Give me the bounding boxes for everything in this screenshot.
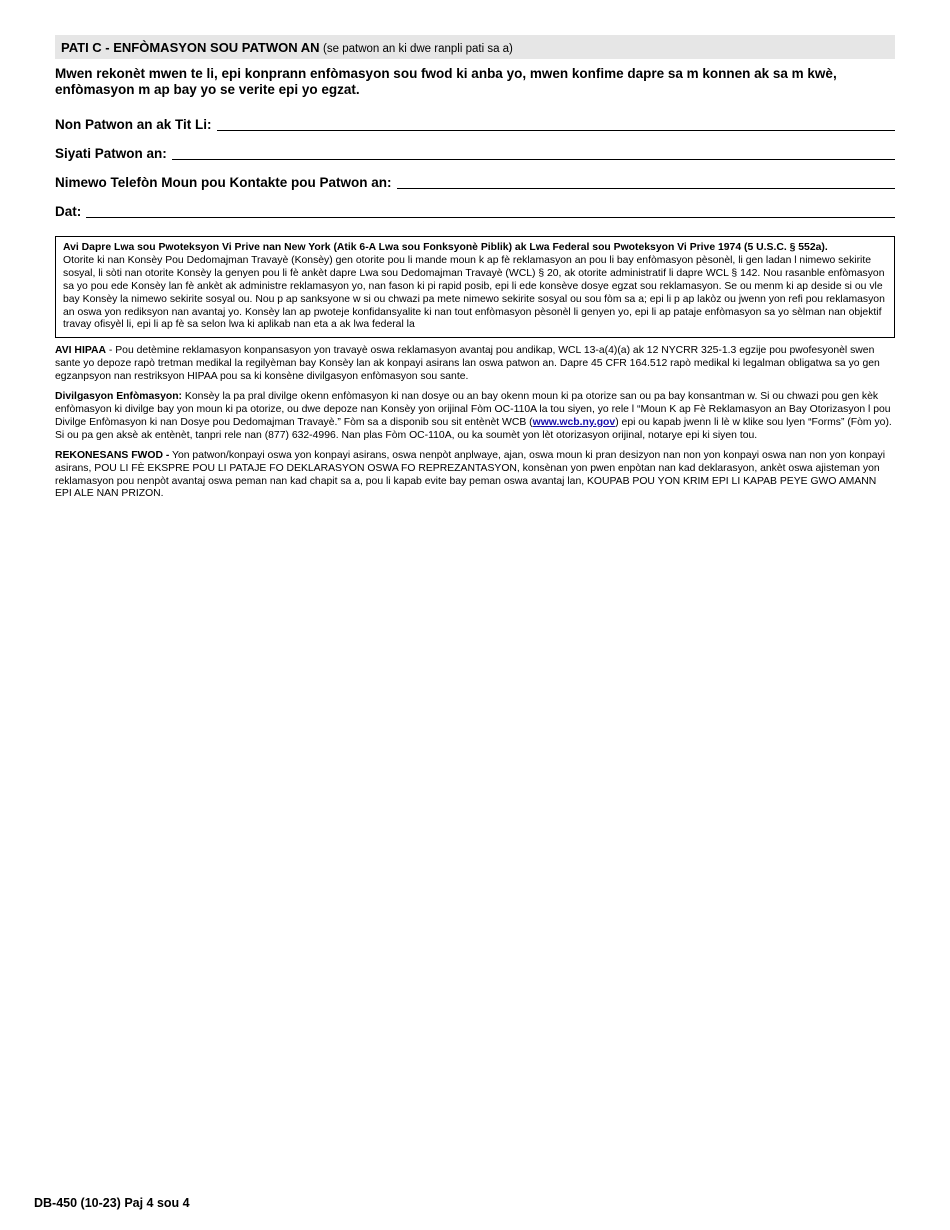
disclosure-notice-body-start: Konsèy la pa pral divilge okenn enfòmasyon ki nan dosye ou an bay okenn moun ki pa otorize san ou pa bay konsantman w. Si ou chwazi pou gen kèk enfòmasyon ki divilge bay yon moun ki pa otorize, ou dwe depoze nan Konsèy yon orijinal Fòm OC-110A la tou siyen, yo rele l “Moun K ap Fè Reklamasyon an Bay Otorizasyon l pou Divilge Enfòmasyon ki nan Dosye pou Dedomajman Travayè.” Fòm sa a disponib sou sit entènèt WCB ( [55,391,891,428]
hipaa-notice [55,345,895,384]
fraud-acknowledgment [55,450,895,502]
hipaa-notice-body: - Pou detèmine reklamasyon konpansasyon yon travayè oswa reklamasyon avantaj pou andikap, WCL 13-a(4)(a) ak 12 NYCRR 325-1.3 egzije pou pwofesyonèl swen sante yo depoze rapò tretman medikal la regilyèman bay Konsèy lan ak konpayi asirans lan oswa patwon an. Dapre 45 CFR 164.512 rapò medikal ki legalman obligatwa sa yo gen egzanpsyon nan restriksyon HIPAA pou sa ki konsène divilgasyon enfòmasyon sou sante. [55,345,880,383]
date-input[interactable] [86,204,895,218]
section-note: (se patwon an ki dwe ranpli pati sa a) [323,43,513,55]
disclosure-notice [55,391,895,443]
employer-signature-label: Siyati Patwon an: [55,146,167,161]
fraud-acknowledgment-body: Yon patwon/konpayi oswa yon konpayi asirans, oswa nenpòt anplwaye, ajan, oswa moun ki pran desizyon nan non yon konpayi oswa nan non yon konpayi asirans, POU LI FÈ EKSPRE POU LI PATAJE FO DEKLARASYON OSWA FO REPREZANTASYON, konsènan yon pwen enpòtan nan kad deklarasyon, ankèt oswa ajisteman yon reklamasyon pou nenpòt avantaj oswa peman nan kad chapit sa a, pou li kapab evite bay peman oswa avantaj lan, KOUPAB POU YON KRIM EPI LI KAPAB PEYE GWO AMANN EPI ALE NAN PRIZON. [55,449,886,500]
form-footer: DB-450 (10-23) Paj 4 sou 4 [34,1196,190,1210]
privacy-notice-body: Otorite ki nan Konsèy Pou Dedomajman Travayè (Konsèy) gen otorite pou li mande moun k ap fè reklamasyon an pou li bay enfòmasyon pèsonèl, li gen ladan l nimewo sekirite sosyal, li sòti nan otorite Konsèy la genyen pou li fè ankèt dapre Lwa sou Dedomajman Travayè (WCL) § 20, ak otorite administratif li dapre WCL § 142. Nou rasanble enfòmasyon sa yo pou ede Konsèy lan fè ankèt ak administre reklamasyon yo, nan fason ki pi rapid posib, epi li ede konsève dosye egzat sou reklamasyon. Se ou menm ki ap deside si ou vle bay Konsèy la nimewo sekirite sosyal ou. Nou p ap sanksyone w si ou chwazi pa mete nimewo sekirite sosyal ou sou fòm sa a; epi li p ap lakòz ou jwenn yon refi pou reklamasyon an oswa yon rediksyon nan avantaj yo. Konsèy lan ap pwoteje konfidansyalite ki nan tout enfòmasyon pèsonèl li genyen yo, epi li ap pataje enfòmasyon sa yo sèlman nan objektif travay ofisyèl li, epi li ap fè sa selon lwa ki aplikab nan eta a ak lwa federal la [63,254,885,331]
form-page [55,35,895,501]
hipaa-notice-title: AVI HIPAA [55,345,106,357]
section-header [55,35,895,59]
confirmation-statement: Mwen rekonèt mwen te li, epi konprann enfòmasyon sou fwod ki anba yo, mwen konfime dapre sa m konnen ak sa m kwè, enfòmasyon m ap bay yo se verite epi yo egzat. [55,66,837,97]
employer-signature-field [55,146,895,162]
wcb-website-link[interactable]: www.wcb.ny.gov [532,416,616,428]
disclosure-notice-title: Divilgasyon Enfòmasyon: [55,391,183,403]
employer-name-title-field [55,117,895,133]
employer-name-title-label: Non Patwon an ak Tit Li: [55,117,212,132]
privacy-notice-box [55,236,895,338]
fraud-acknowledgment-title: REKONESANS FWOD - [55,449,170,461]
section-title: PATI C - ENFÒMASYON SOU PATWON AN [61,40,320,55]
date-label: Dat: [55,204,82,219]
disclosure-notice-body-end: ) epi ou kapab jwenn li lè w klike sou lyen “Forms” (Fòm yo). Si ou pa gen aksè ak entènèt, tanpri rele nan (877) 632-4996. Nan plas Fòm OC-110A, ou ka soumèt yon lèt otorizasyon orijinal, notarye epi ki siyen tou. [55,416,892,441]
contact-phone-field [55,175,895,191]
contact-phone-label: Nimewo Telefòn Moun pou Kontakte pou Patwon an: [55,175,392,190]
employer-signature-input[interactable] [172,146,895,160]
privacy-notice-title: Avi Dapre Lwa sou Pwoteksyon Vi Prive nan New York (Atik 6-A Lwa sou Fonksyonè Piblik) ak Lwa Federal sou Pwoteksyon Vi Prive 1974 (5 U.S.C. § 552a). [63,242,828,253]
contact-phone-input[interactable] [397,175,896,189]
date-field [55,204,895,220]
employer-name-title-input[interactable] [217,117,895,131]
